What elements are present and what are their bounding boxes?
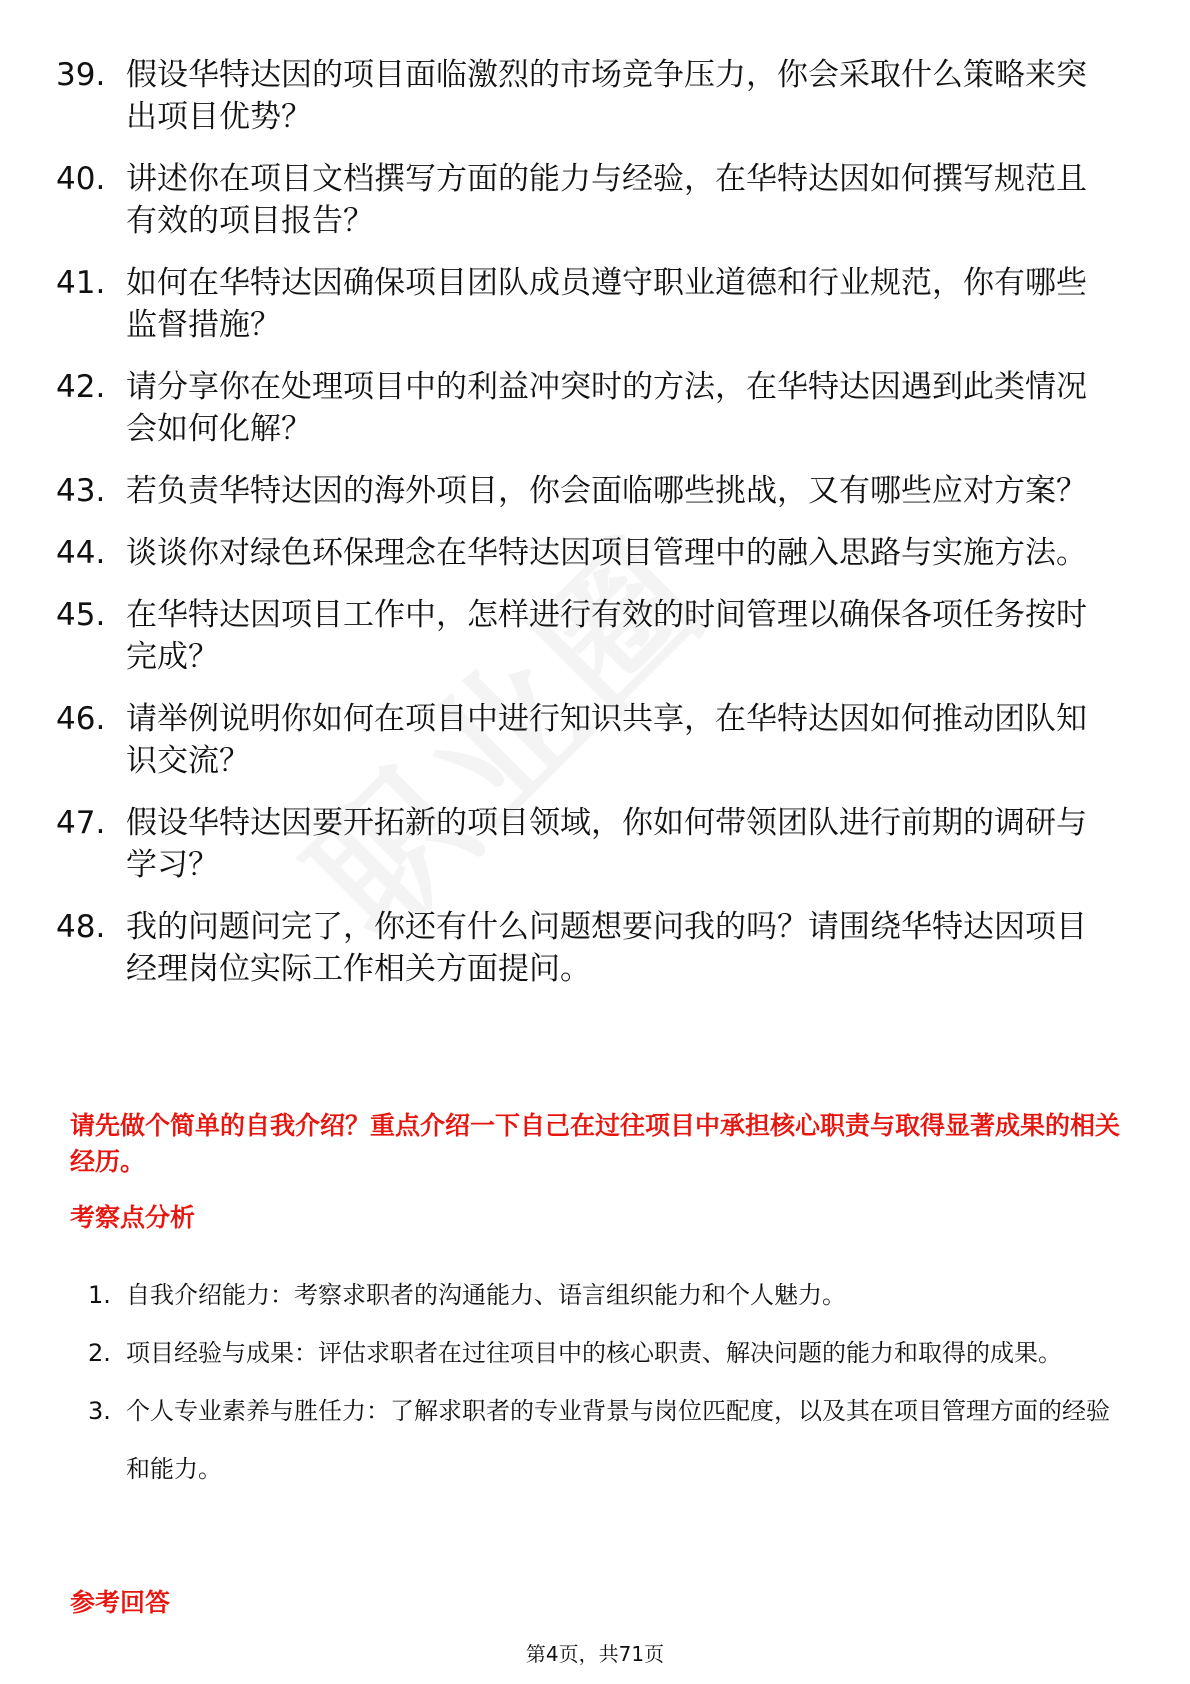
question-text: 请举例说明你如何在项目中进行知识共享，在华特达因如何推动团队知识交流？ [126, 701, 1087, 779]
list-item [56, 366, 1116, 450]
question-text: 假设华特达因要开拓新的项目领域，你如何带领团队进行前期的调研与学习？ [126, 805, 1087, 883]
answer-heading: 参考回答 [70, 1588, 171, 1617]
question-number: 48. [56, 909, 106, 945]
list-item [56, 906, 1116, 990]
list-item [88, 1382, 1118, 1498]
page-footer: 第4页，共71页 [525, 1642, 665, 1666]
question-number: 40. [56, 161, 106, 197]
analysis-number: 1. [88, 1281, 111, 1309]
question-number: 42. [56, 369, 106, 405]
question-number: 43. [56, 473, 106, 509]
list-item [56, 532, 1116, 574]
list-item [56, 158, 1116, 242]
analysis-number: 2. [88, 1339, 111, 1367]
analysis-text: 自我介绍能力：考察求职者的沟通能力、语言组织能力和个人魅力。 [126, 1281, 846, 1309]
list-item [56, 262, 1116, 346]
question-text: 讲述你在项目文档撰写方面的能力与经验，在华特达因如何撰写规范且有效的项目报告？ [126, 161, 1087, 239]
list-item [56, 698, 1116, 782]
main-question-heading: 请先做个简单的自我介绍？重点介绍一下自己在过往项目中承担核心职责与取得显著成果的相关经历。 [70, 1111, 1121, 1176]
question-text: 如何在华特达因确保项目团队成员遵守职业道德和行业规范，你有哪些监督措施？ [126, 265, 1087, 343]
analysis-list [88, 1266, 1118, 1498]
question-number: 46. [56, 701, 106, 737]
question-number: 39. [56, 57, 106, 93]
question-text: 假设华特达因的项目面临激烈的市场竞争压力，你会采取什么策略来突出项目优势？ [126, 57, 1087, 135]
analysis-text: 项目经验与成果：评估求职者在过往项目中的核心职责、解决问题的能力和取得的成果。 [126, 1339, 1062, 1367]
list-item [88, 1324, 1118, 1382]
question-text: 在华特达因项目工作中，怎样进行有效的时间管理以确保各项任务按时完成？ [126, 597, 1087, 675]
list-item [88, 1266, 1118, 1324]
question-number: 44. [56, 535, 106, 571]
list-item [56, 594, 1116, 678]
question-number: 41. [56, 265, 106, 301]
list-item [56, 802, 1116, 886]
question-text: 若负责华特达因的海外项目，你会面临哪些挑战，又有哪些应对方案？ [126, 473, 1087, 509]
question-text: 我的问题问完了，你还有什么问题想要问我的吗？请围绕华特达因项目经理岗位实际工作相关方面提问。 [126, 909, 1087, 987]
analysis-number: 3. [88, 1397, 111, 1425]
question-text: 谈谈你对绿色环保理念在华特达因项目管理中的融入思路与实施方法。 [126, 535, 1087, 571]
analysis-heading: 考察点分析 [70, 1203, 196, 1232]
list-item [56, 54, 1116, 138]
question-number: 47. [56, 805, 106, 841]
question-number: 45. [56, 597, 106, 633]
list-item [56, 470, 1116, 512]
analysis-text: 个人专业素养与胜任力：了解求职者的专业背景与岗位匹配度，以及其在项目管理方面的经验和能力。 [126, 1397, 1110, 1483]
question-list [56, 54, 1116, 1010]
question-text: 请分享你在处理项目中的利益冲突时的方法，在华特达因遇到此类情况会如何化解？ [126, 369, 1087, 447]
